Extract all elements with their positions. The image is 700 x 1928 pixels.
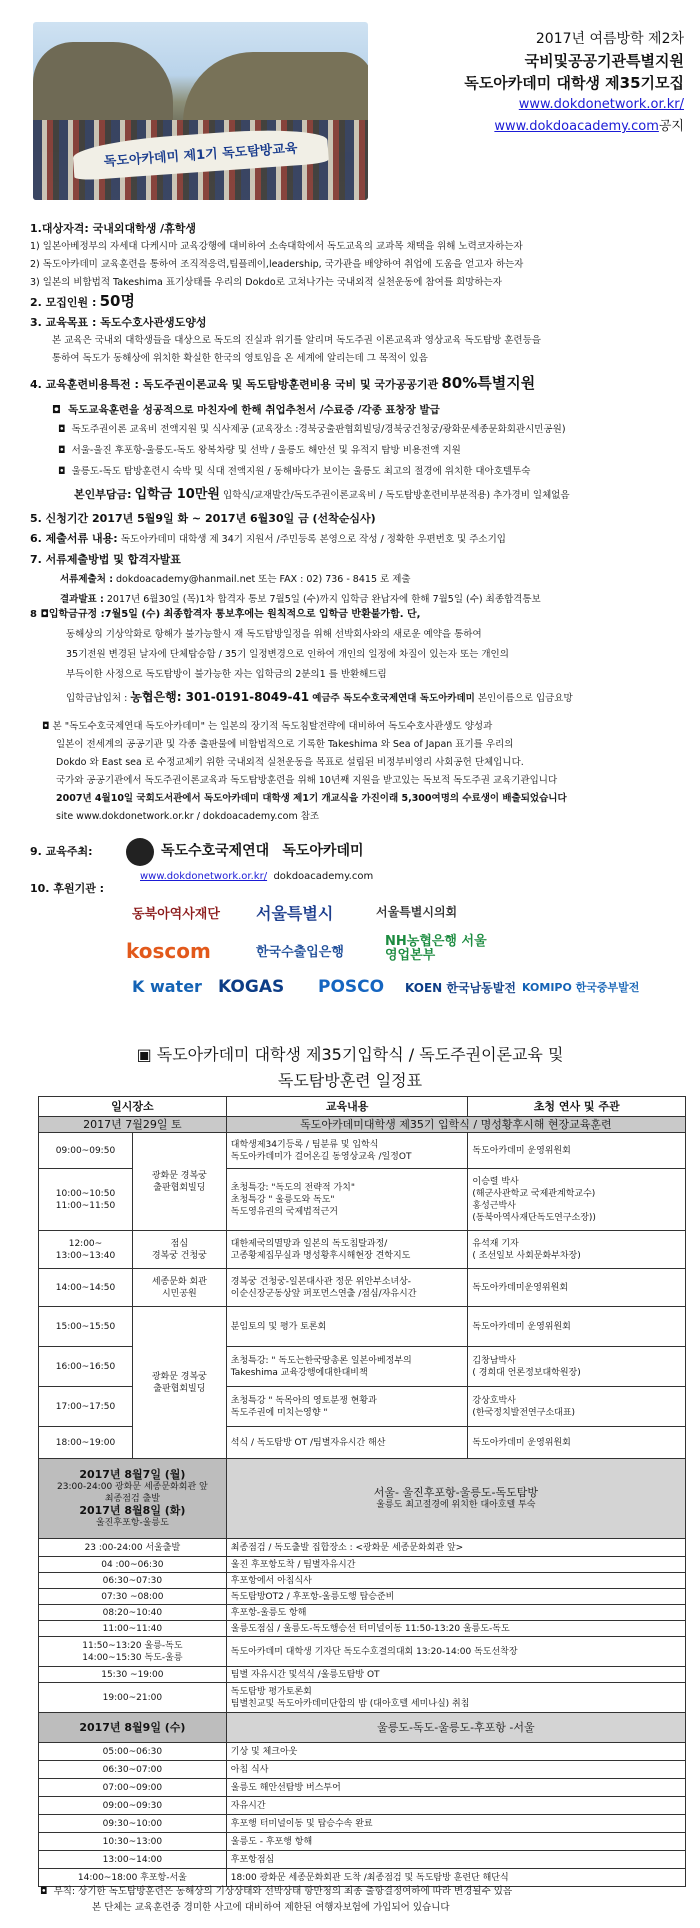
row-place: 세종문화 회관 시민공원: [132, 1269, 226, 1307]
header-photo: [33, 22, 368, 200]
sponsor-logo: POSCO: [318, 977, 385, 997]
section-1-title: 1.대상자격: 국내외대학생 /휴학생: [30, 222, 197, 235]
schedule-title-line1: ▣ 독도아카데미 대학생 제35기입학식 / 독도주권이론교육 및: [136, 1045, 564, 1064]
header-titles: [464, 28, 684, 138]
submit-label: 서류제출처 :: [60, 574, 113, 585]
header-link-academy[interactable]: www.dokdoacademy.com: [494, 119, 659, 134]
intro-line: 국가와 공공기관에서 독도주권이론교육과 독도탐방훈련을 위해 10년째 지원을 받고있는 독보적 독도주권 교육기관입니다: [56, 775, 558, 786]
day2-date: 2017년 8월7일 (월): [79, 1467, 186, 1481]
row-content: 독도탐방 평가토론회 팀별친교및 독도아카데미단합의 밤 (대아호텔 세미나실) 취침: [226, 1683, 685, 1713]
day2-event-block: [226, 1459, 685, 1539]
row-place: 광화문 경복궁 출판협회빌딩: [132, 1133, 226, 1231]
section-4: 4. 교육훈련비용특전 : 독도주권이론교육 및 독도탐방훈련비용 국비 및 국가공공기관 80%특별지원 ◘ 독도교육훈련을 성공적으로 마친자에 한해 취업추천서 /수료증 /각종 표창장 발급 ◘ 독도주권이론 교육비 전액지원 및 식사제공 (교육장소 :경북궁출판협회빌딩/경북궁건청궁/광화문세종문화회관시민공원) ◘ 서울-울진 후포항-울릉도-독도 왕복차량 및 선박 / 울릉도 해안선 및 유적지 탐방 비용전액 지원 ◘ 울릉도-독도 탐방훈련시 숙박 및 식대 전액지원 / 동해바다가 보이는 울릉도 최고의 절경에 위치한 대아호텔투숙 본인부담금: 입학금 10만원 입학식/교재발간/독도주권이론교육비 / 독도탐방훈련비부분적용) 추가경비 일체없음: [30, 374, 570, 502]
section-6-label: 6. 제출서류 내용:: [30, 532, 118, 545]
bank-label: 입학금납입처 :: [66, 693, 128, 704]
day3-date: 2017년 8월9일 (수): [39, 1713, 227, 1743]
footnotes: ◘ 부칙: 상기한 독도탐방훈련은 동해상의 기상상태와 선박상태 항만청의 최종 출항결정여하에 따라 변경될수 있음 본 단체는 교육훈련중 경미한 사고에 대비하여 제한된 여행자보험에 가입되어 있습니다: [40, 1884, 680, 1916]
row-content: 후포항에서 아침식사: [226, 1573, 685, 1589]
section-6-text: 독도아카데미 대학생 제 34기 지원서 /주민등록 본영으로 작성 / 정확한 우편번호 및 주소기입: [120, 534, 506, 545]
row-content: 후포항점심: [226, 1851, 685, 1869]
row-content: 최종점검 / 독도출발 집합장소 : <광화문 세종문화회관 앞>: [226, 1539, 685, 1557]
day1-event: 독도아카데미대학생 제35기 입학식 / 명성황후시해 현장교육훈련: [226, 1117, 685, 1133]
bank-account: 농협은행: 301-0191-8049-41: [130, 690, 310, 704]
section-8-line: 부득이한 사정으로 독도탐방이 불가능한 자는 입학금의 2분의1 를 반환해드림: [66, 669, 387, 680]
section-8-head: 8 ◘입학금규정 :7월5일 (수) 최종합격자 통보후에는 원칙적으로 입학금 반환불가함. 단,: [30, 609, 421, 620]
org-name-1: 독도수호국제연대: [160, 843, 270, 859]
row-content: 초청특강: " 독도는한국땅총론 일본아베정부의 Takeshima 교육강행에대한대비책: [226, 1347, 468, 1387]
row-time: 13:00~14:00: [39, 1851, 227, 1869]
section-7-title: 7. 서류제출방법 및 합격자발표: [30, 553, 181, 566]
day2-note: 23:00-24:00 광화문 세종문화회관 앞: [57, 1481, 208, 1492]
section-3-title: 3. 교육목표 : 독도수호사관생도양성: [30, 316, 207, 329]
section-2-value: 50명: [99, 292, 135, 310]
section-8: [30, 606, 680, 708]
row-content: 독도탐방OT2 / 후포항-울릉도행 탑승준비: [226, 1589, 685, 1605]
row-content: 석식 / 독도탐방 OT /팀별자유시간 해산: [226, 1427, 468, 1459]
section-4-highlight: 80%특별지원: [441, 374, 536, 392]
day2-date: 2017년 8월8일 (화): [79, 1503, 186, 1517]
row-content: 대학생제34기등록 / 팀분류 및 입학식 독도아카데미가 걸어온길 동영상교육 /일정OT: [226, 1133, 468, 1169]
row-time: 15:30 ~19:00: [39, 1667, 227, 1683]
row-time: 12:00~ 13:00~13:40: [39, 1231, 133, 1269]
section-4-item: 서울-울진 후포항-울릉도-독도 왕복차량 및 선박 / 울릉도 해안선 및 유적지 탐방 비용전액 지원: [71, 445, 461, 456]
section-2: [30, 292, 680, 313]
day3-event: 울릉도-독도-울릉도-후포항 -서울: [226, 1713, 685, 1743]
row-place: 광화문 경복궁 출판협회빌딩: [132, 1307, 226, 1459]
sponsor-logo: koscom: [126, 939, 211, 963]
sponsor-logo: K water: [132, 977, 202, 996]
row-time: 09:30~10:00: [39, 1815, 227, 1833]
header-link-suffix: 공지: [658, 119, 684, 134]
section-8-line: 동해상의 기상악화로 항해가 불가능할시 재 독도탐방일정을 위해 선박회사와의 새로운 예약을 통하여: [66, 629, 482, 640]
section-4-title: 4. 교육훈련비용특전 : 독도주권이론교육 및 독도탐방훈련비용 국비 및 국가공공기관: [30, 378, 439, 391]
row-time: 19:00~21:00: [39, 1683, 227, 1713]
row-content: 초청특강: "독도의 전략적 가치" 초청특강 " 울릉도와 독도" 독도영유권의 국제법적근거: [226, 1169, 468, 1231]
self-pay-label: 본인부담금:: [74, 488, 132, 501]
header-cell: 교육내용: [226, 1097, 468, 1117]
row-time: 10:00~10:50 11:00~11:50: [39, 1169, 133, 1231]
bank-note: 본인이름으로 입금요망: [477, 693, 573, 704]
header-link-network[interactable]: www.dokdonetwork.or.kr/: [518, 97, 684, 112]
day2-event-sub: 울릉도 최고절경에 위치한 대아호텔 투숙: [376, 1499, 536, 1510]
section-8-line: 35기전원 변경된 날자에 단체탑승함 / 35기 일정변경으로 인하여 개인의 일정에 차질이 있는자 또는 개인의: [66, 649, 509, 660]
header-cell: 초청 연사 및 주관: [468, 1097, 686, 1117]
row-time: 23 :00-24:00 서울출발: [39, 1539, 227, 1557]
schedule-title: [0, 1042, 700, 1094]
section-9-label: 9. 교육주최:: [30, 845, 93, 858]
day1-date: 2017년 7월29일 토: [39, 1117, 227, 1133]
section-1-item: 3) 일본의 비합법적 Takeshima 표기상태를 우리의 Dokdo로 고쳐나가는 국내외적 실천운동에 참여를 희망하는자: [30, 277, 502, 288]
org-site-text: dokdoacademy.com: [273, 871, 374, 882]
section-3-line: 본 교육은 국내외 대학생들을 대상으로 독도의 진실과 위기를 알리며 독도주권 이론교육과 영상교육 독도탐방 훈련등을: [52, 335, 541, 346]
result-label: 결과발표 :: [60, 594, 104, 605]
photo-banner: 독도아카데미 제1기 독도탐방교육: [72, 125, 329, 181]
row-time: 17:00~17:50: [39, 1387, 133, 1427]
section-10-label: 10. 후원기관 :: [30, 882, 105, 895]
row-time: 07:00~09:00: [39, 1779, 227, 1797]
row-content: 아침 식사: [226, 1761, 685, 1779]
row-place: 점심 경복궁 건청궁: [132, 1231, 226, 1269]
row-speaker: 강상호박사 (한국정치발전연구소대표): [468, 1387, 686, 1427]
sponsor-logo: 서울특별시의회: [376, 905, 458, 919]
row-time: 08:20~10:40: [39, 1605, 227, 1621]
row-time: 14:00~18:00 후포항-서울: [39, 1869, 227, 1887]
sponsor-logo: NH농협은행 서울영업본부: [385, 934, 487, 963]
row-speaker: 이승렬 박사 (해군사관학교 국제관계학교수) 홍성근박사 (동북아역사재단독도연구소장)): [468, 1169, 686, 1231]
row-content: 팀별 자유시간 및석식 /울릉도탐방 OT: [226, 1667, 685, 1683]
org-link[interactable]: www.dokdonetwork.or.kr/: [140, 871, 268, 882]
self-pay-value: 입학금 10만원: [134, 487, 220, 502]
row-speaker: 김창남박사 ( 경희대 언론정보대학원장): [468, 1347, 686, 1387]
row-time: 09:00~09:50: [39, 1133, 133, 1169]
section-5-6-7: [30, 510, 680, 609]
row-content: 울릉도 - 후포행 항해: [226, 1833, 685, 1851]
row-time: 09:00~09:30: [39, 1797, 227, 1815]
sponsor-logo: KOMIPO 한국중부발전: [522, 981, 640, 994]
row-content: 경복궁 건청궁-일본대사관 정문 위안부소녀상- 이순신장군동상앞 퍼포먼스연출 /점심/자유시간: [226, 1269, 468, 1307]
row-content: 18:00 광화문 세종문화회관 도착 /최종점검 및 독도탐방 훈련단 해단식: [226, 1869, 685, 1887]
result-text: 2017년 6월30일 (목)1차 합격자 통보 7월5일 (수)까지 입학금 완납자에 한해 7월5일 (수) 최종합격통보: [106, 594, 541, 605]
row-time: 11:50~13:20 울릉-독도 14:00~15:30 독도-울릉: [39, 1637, 227, 1667]
intro-line: Dokdo 와 East sea 로 수정교체키 위한 국내외적 실천운동을 목표로 설립된 비정부비영리 사회공헌 단체입니다.: [56, 757, 524, 768]
schedule-table: [38, 1096, 686, 1887]
submit-text: dokdoacademy@hanmail.net 또는 FAX : 02) 736 - 8415 로 제출: [116, 574, 411, 585]
row-content: 기상 및 체크아웃: [226, 1743, 685, 1761]
intro-paragraph: ◘ 본 "독도수호국제연대 독도아카데미" 는 일본의 장기적 독도침탈전략에 대비하여 독도수호사관생도 양성과 일본이 전세계의 공공기관 및 각종 출판물에 비합법적으로 기록한 Takeshima 와 Sea of Japan 표기를 우리의 Dokdo 와 East sea 로 수정교체키 위한 국내외적 실천운동을 목표로 설립된 비정부비영리 사회공헌 단체입니다. 국가와 공공기관에서 독도주권이론교육과 독도탐방훈련을 위해 10년째 지원을 받고있는 독보적 독도주권 교육기관입니다 2007년 4월10일 국회도서관에서 독도아카데미 대학생 제1기 개교식을 가진이래 5,300여명의 수료생이 배출되었습니다 site www.dokdonetwork.or.kr / dokdoacademy.com 참조: [30, 718, 676, 826]
row-time: 05:00~06:30: [39, 1743, 227, 1761]
self-pay-note: 입학식/교재발간/독도주권이론교육비 / 독도탐방훈련비부분적용) 추가경비 일체없음: [223, 490, 570, 501]
header-cell: 일시장소: [39, 1097, 227, 1117]
day2-note: 최종점검 출발: [104, 1493, 160, 1504]
day2-event: 서울- 울진후포항-울릉도-독도탐방: [373, 1485, 538, 1499]
header-line3: 독도아카데미 대학생 제35기모집: [464, 74, 684, 92]
row-content: 울진 후포항도착 / 팀별자유시간: [226, 1557, 685, 1573]
section-4-item: 울릉도-독도 탐방훈련시 숙박 및 식대 전액지원 / 동해바다가 보이는 울릉도 최고의 절경에 위치한 대아호텔투숙: [71, 466, 531, 477]
schedule-title-line2: 독도탐방훈련 일정표: [277, 1071, 423, 1090]
row-content: 후포행 터미널이동 및 탑승수속 완료: [226, 1815, 685, 1833]
header-line1: 2017년 여름방학 제2차: [535, 31, 684, 47]
row-content: 울릉도점심 / 울릉도-독도행승선 터미널이동 11:50-13:20 울릉도-독도: [226, 1621, 685, 1637]
section-3: [30, 314, 680, 368]
bank-owner: 예금주 독도수호국제연대 독도아카데미: [312, 693, 475, 704]
section-9: [30, 838, 680, 886]
row-time: 06:30~07:00: [39, 1761, 227, 1779]
row-time: 11:00~11:40: [39, 1621, 227, 1637]
sponsor-logos: [0, 895, 700, 1005]
day2-note: 울진후포항-울릉도: [95, 1517, 169, 1528]
row-content: 독도아카데미 대학생 기자단 독도수호결의대회 13:20-14:00 독도선착장: [226, 1637, 685, 1667]
row-content: 초청특강 " 독목아의 영토분쟁 현황과 독도주권에 미치는영향 ": [226, 1387, 468, 1427]
sponsor-logo: 동북아역사재단: [132, 907, 220, 922]
section-2-label: 2. 모집인원 :: [30, 296, 97, 309]
sponsor-logo: KOGAS: [218, 977, 285, 997]
row-content: 자유시간: [226, 1797, 685, 1815]
intro-line: 2007년 4월10일 국회도서관에서 독도아카데미 대학생 제1기 개교식을 가진이래 5,300여명의 수료생이 배출되었습니다: [56, 793, 567, 804]
section-1-item: 1) 일본아베정부의 자세대 다케시마 교육강행에 대비하여 소속대학에서 독도교육의 교과목 채택을 위해 노력코자하는자: [30, 241, 523, 252]
org-emblem-icon: [126, 838, 154, 866]
row-speaker: 유석재 기자 ( 조선일보 사회문화부차장): [468, 1231, 686, 1269]
section-1-item: 2) 독도아카데미 교육훈련을 통하여 조직적응력,팀플레이,leadership, 국가관을 배양하여 취업에 도움을 얻고자 하는자: [30, 259, 524, 270]
row-content: 울릉도 해안선탐방 버스투어: [226, 1779, 685, 1797]
row-time: 10:30~13:00: [39, 1833, 227, 1851]
intro-line: 본 "독도수호국제연대 독도아카데미" 는 일본의 장기적 독도침탈전략에 대비하여 독도수호사관생도 양성과: [52, 721, 493, 732]
section-4-item: 독도교육훈련을 성공적으로 마친자에 한해 취업추천서 /수료증 /각종 표창장 발급: [68, 404, 440, 416]
row-time: 15:00~15:50: [39, 1307, 133, 1347]
row-time: 14:00~14:50: [39, 1269, 133, 1307]
row-speaker: 독도아카데미 운영위원회: [468, 1427, 686, 1459]
sponsor-logo: 서울특별시: [256, 904, 334, 923]
row-content: 대한제국의멸망과 일본의 독도침탈과정/ 고종황제집무실과 명성황후시해현장 견학지도: [226, 1231, 468, 1269]
row-content: 분임토의 및 평가 토론회: [226, 1307, 468, 1347]
sponsor-logo: KOEN 한국남동발전: [405, 981, 516, 995]
intro-line: site www.dokdonetwork.or.kr / dokdoacademy.com 참조: [56, 811, 320, 822]
section-4-item: 독도주권이론 교육비 전액지원 및 식사제공 (교육장소 :경북궁출판협회빌딩/경북궁건청궁/광화문세종문화회관시민공원): [71, 424, 566, 435]
row-time: 04 :00~06:30: [39, 1557, 227, 1573]
section-3-line: 통하여 독도가 동해상에 위치한 확실한 한국의 영토임을 온 세계에 알리는데 그 목적이 있음: [52, 353, 428, 364]
section-1: [30, 220, 680, 292]
row-time: 07:30 ~08:00: [39, 1589, 227, 1605]
org-name-2: 독도아카데미: [282, 843, 364, 859]
row-time: 16:00~16:50: [39, 1347, 133, 1387]
row-content: 후포항-울릉도 항해: [226, 1605, 685, 1621]
header-line2: 국비및공공기관특별지원: [524, 52, 684, 70]
sponsor-logo: 한국수출입은행: [256, 945, 344, 960]
row-speaker: 독도아카데미운영위원회: [468, 1269, 686, 1307]
row-time: 18:00~19:00: [39, 1427, 133, 1459]
footnote: 본 단체는 교육훈련중 경미한 사고에 대비하여 제한된 여행자보험에 가입되어 있습니다: [92, 1902, 450, 1913]
footnote: 부칙: 상기한 독도탐방훈련은 동해상의 기상상태와 선박상태 항만청의 최종 출항결정여하에 따라 변경될수 있음: [53, 1886, 513, 1897]
row-speaker: 독도아카데미 운영위원회: [468, 1133, 686, 1169]
row-time: 06:30~07:30: [39, 1573, 227, 1589]
day2-date-block: [39, 1459, 227, 1539]
section-5: 5. 신청기간 2017년 5월9일 화 ~ 2017년 6월30일 금 (선착순심사): [30, 512, 376, 525]
row-speaker: 독도아카데미 운영위원회: [468, 1307, 686, 1347]
intro-line: 일본이 전세계의 공공기관 및 각종 출판물에 비합법적으로 기록한 Takeshima 와 Sea of Japan 표기를 우리의: [56, 739, 514, 750]
